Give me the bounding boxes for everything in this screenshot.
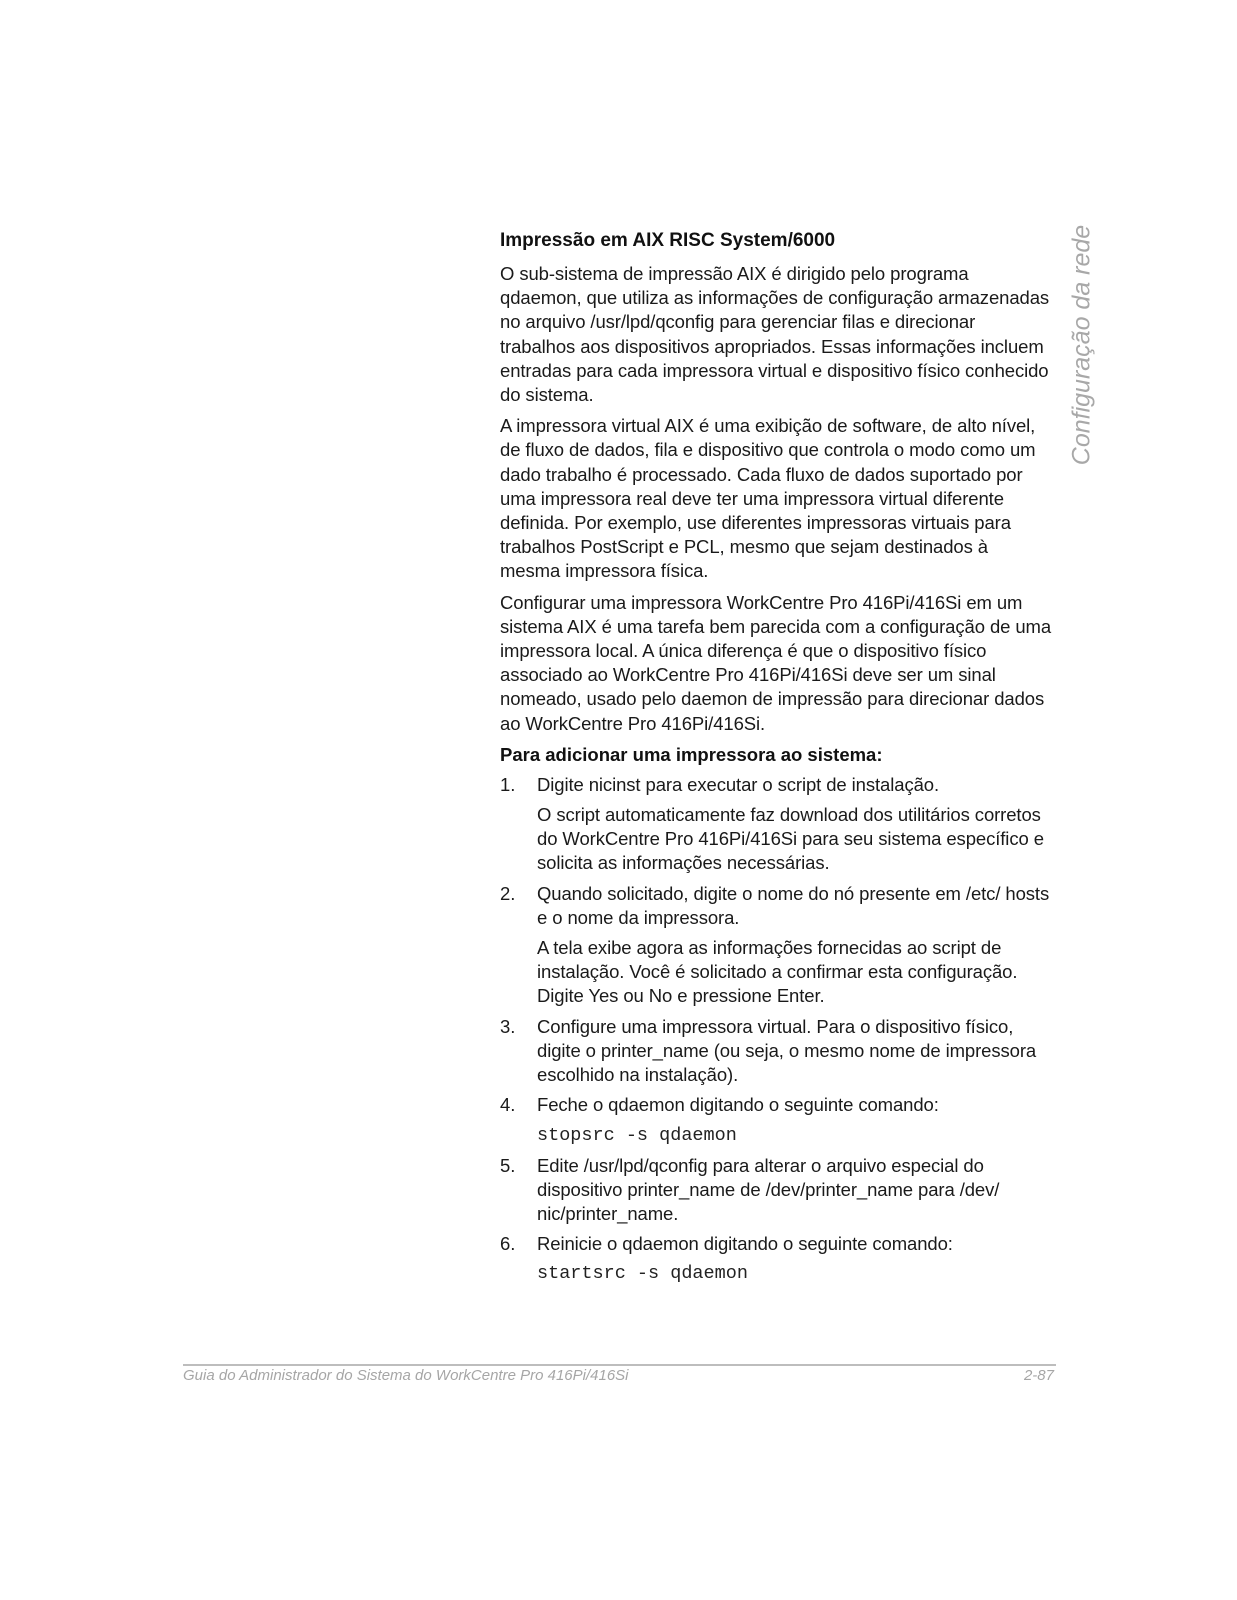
step-5 <box>500 1154 1052 1227</box>
footer-page-number: 2-87 <box>1023 1367 1054 1384</box>
command-code: stopsrc -s qdaemon <box>537 1124 737 1146</box>
step-2 <box>500 882 1052 1009</box>
intro-paragraph-2: A impressora virtual AIX é uma exibição de software, de alto nível, de fluxo de dados, fila e dispositivo que controla o modo como um dado trabalho é processado. Cada fluxo de dados suportado por uma impressora real deve ter uma impressora virtual diferente definida. Por exemplo, use diferentes impressoras virtuais para trabalhos PostScript e PCL, mesmo que sejam destinados à mesma impressora física. <box>500 415 1036 582</box>
page-content <box>500 230 1052 1292</box>
step-number: 3. <box>500 1015 516 1037</box>
command-code: startsrc -s qdaemon <box>537 1263 748 1285</box>
section-title: Impressão em AIX RISC System/6000 <box>500 230 836 251</box>
step-text: Reinicie o qdaemon digitando o seguinte comando: <box>537 1233 953 1255</box>
step-text: Configure uma impressora virtual. Para o dispositivo físico, digite o printer_name (ou seja, o mesmo nome de impressora escolhido na instalação). <box>537 1015 1037 1086</box>
step-text: Digite nicinst para executar o script de instalação. <box>537 773 940 795</box>
step-text: Edite /usr/lpd/qconfig para alterar o arquivo especial do dispositivo printer_name de /dev/printer_name para /dev/ nic/printer_name. <box>537 1154 1000 1224</box>
step-number: 2. <box>500 882 516 904</box>
step-3 <box>500 1015 1052 1088</box>
step-4 <box>500 1093 1052 1147</box>
intro-paragraph-3: Configurar uma impressora WorkCentre Pro 416Pi/416Si em um sistema AIX é uma tarefa bem parecida com a configuração de uma impressora local. A única diferença é que o dispositivo físico associado ao WorkCentre Pro 416Pi/416Si deve ser um sinal nomeado, usado pelo daemon de impressão para direcionar dados ao WorkCentre Pro 416Pi/416Si. <box>500 591 1052 734</box>
step-note: O script automaticamente faz download dos utilitários corretos do WorkCentre Pro 416Pi/416Si para seu sistema específico e solicita as informações necessárias. <box>537 804 1044 874</box>
footer-document-title: Guia do Administrador do Sistema do WorkCentre Pro 416Pi/416Si <box>183 1367 629 1384</box>
procedure-title: Para adicionar uma impressora ao sistema: <box>500 743 883 765</box>
procedure-steps <box>500 773 1052 1286</box>
step-number: 1. <box>500 773 516 795</box>
intro-paragraph-1: O sub-sistema de impressão AIX é dirigido pelo programa qdaemon, que utiliza as informações de configuração armazenadas no arquivo /usr/lpd/qconfig para gerenciar filas e direcionar trabalhos aos dispositivos apropriados. Essas informações incluem entradas para cada impressora virtual e dispositivo físico conhecido do sistema. <box>500 263 1050 406</box>
step-text: Feche o qdaemon digitando o seguinte comando: <box>537 1094 939 1116</box>
step-text: Quando solicitado, digite o nome do nó presente em /etc/ hosts e o nome da impressora. <box>537 882 1050 928</box>
chapter-side-tab: Configuração da rede <box>1067 224 1096 466</box>
step-number: 4. <box>500 1094 516 1116</box>
step-1 <box>500 773 1052 876</box>
step-note: A tela exibe agora as informações fornecidas ao script de instalação. Você é solicitado a confirmar esta configuração. Digite Yes ou No e pressione Enter. <box>537 937 1018 1007</box>
step-6 <box>500 1232 1052 1286</box>
step-number: 6. <box>500 1233 516 1255</box>
step-number: 5. <box>500 1154 516 1176</box>
footer-divider <box>183 1364 1056 1366</box>
